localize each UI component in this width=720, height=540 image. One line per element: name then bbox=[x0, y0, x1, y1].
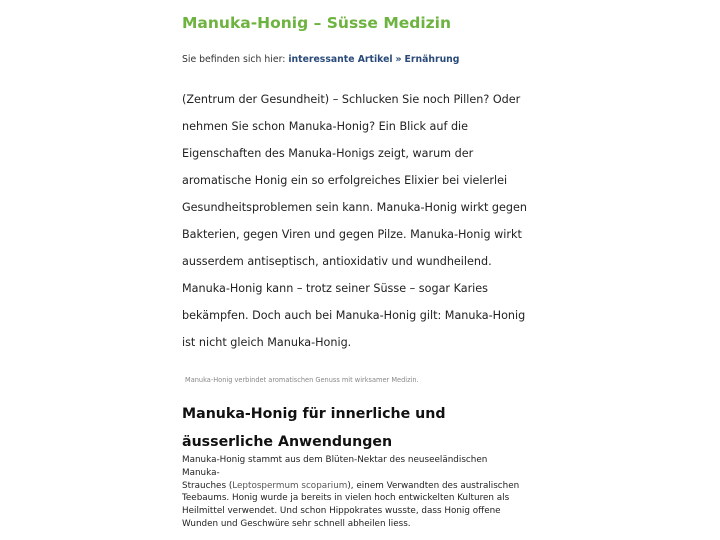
section-heading: Manuka-Honig für innerliche und äusserliche Anwendungen bbox=[182, 406, 446, 450]
intro-line: nehmen Sie schon Manuka-Honig? Ein Blick auf die bbox=[182, 120, 469, 133]
intro-line: ausserdem antiseptisch, antioxidativ und wundheilend. bbox=[182, 255, 492, 268]
section-line-part: ), einem Verwandten des australischen bbox=[347, 480, 520, 491]
latin-plant-name: Leptospermum scoparium bbox=[232, 480, 348, 491]
intro-line: aromatische Honig ein so erfolgreiches Elixier bei vielerlei bbox=[182, 174, 508, 187]
intro-line: ist nicht gleich Manuka-Honig. bbox=[182, 336, 352, 349]
intro-line: Bakterien, gegen Viren und gegen Pilze. Manuka-Honig wirkt bbox=[182, 228, 522, 241]
section-line-part: Strauches ( bbox=[182, 480, 233, 491]
section-line: Teebaums. Honig wurde ja bereits in vielen hoch entwickelten Kulturen als bbox=[182, 493, 510, 504]
section-paragraph bbox=[182, 454, 527, 531]
breadcrumb-link-interessante-artikel[interactable]: interessante Artikel bbox=[288, 54, 393, 65]
intro-line: bekämpfen. Doch auch bei Manuka-Honig gilt: Manuka-Honig bbox=[182, 309, 526, 322]
intro-line: Manuka-Honig kann – trotz seiner Süsse – sogar Karies bbox=[182, 282, 488, 295]
intro-line: Gesundheitsproblemen sein kann. Manuka-Honig wirkt gegen bbox=[182, 201, 527, 214]
breadcrumb-separator: » bbox=[395, 54, 402, 65]
breadcrumb-prefix: Sie befinden sich hier: bbox=[182, 54, 286, 65]
intro-line: (Zentrum der Gesundheit) – Schlucken Sie noch Pillen? Oder bbox=[182, 93, 521, 106]
section-line: Heilmittel verwendet. Und schon Hippokrates wusste, dass Honig offene bbox=[182, 506, 501, 517]
section-line: Wunden und Geschwüre sehr schnell abheilen liess. bbox=[182, 518, 411, 529]
page-title: Manuka-Honig – Süsse Medizin bbox=[182, 14, 452, 32]
breadcrumb-link-ernaehrung[interactable]: Ernährung bbox=[404, 54, 460, 65]
section-line: Manuka-Honig stammt aus dem Blüten-Nektar des neuseeländischen Manuka- bbox=[182, 455, 488, 478]
intro-paragraph bbox=[182, 86, 527, 356]
intro-line: Eigenschaften des Manuka-Honigs zeigt, warum der bbox=[182, 147, 474, 160]
breadcrumb bbox=[182, 54, 459, 65]
image-caption: Manuka-Honig verbindet aromatischen Genuss mit wirksamer Medizin. bbox=[185, 376, 419, 384]
